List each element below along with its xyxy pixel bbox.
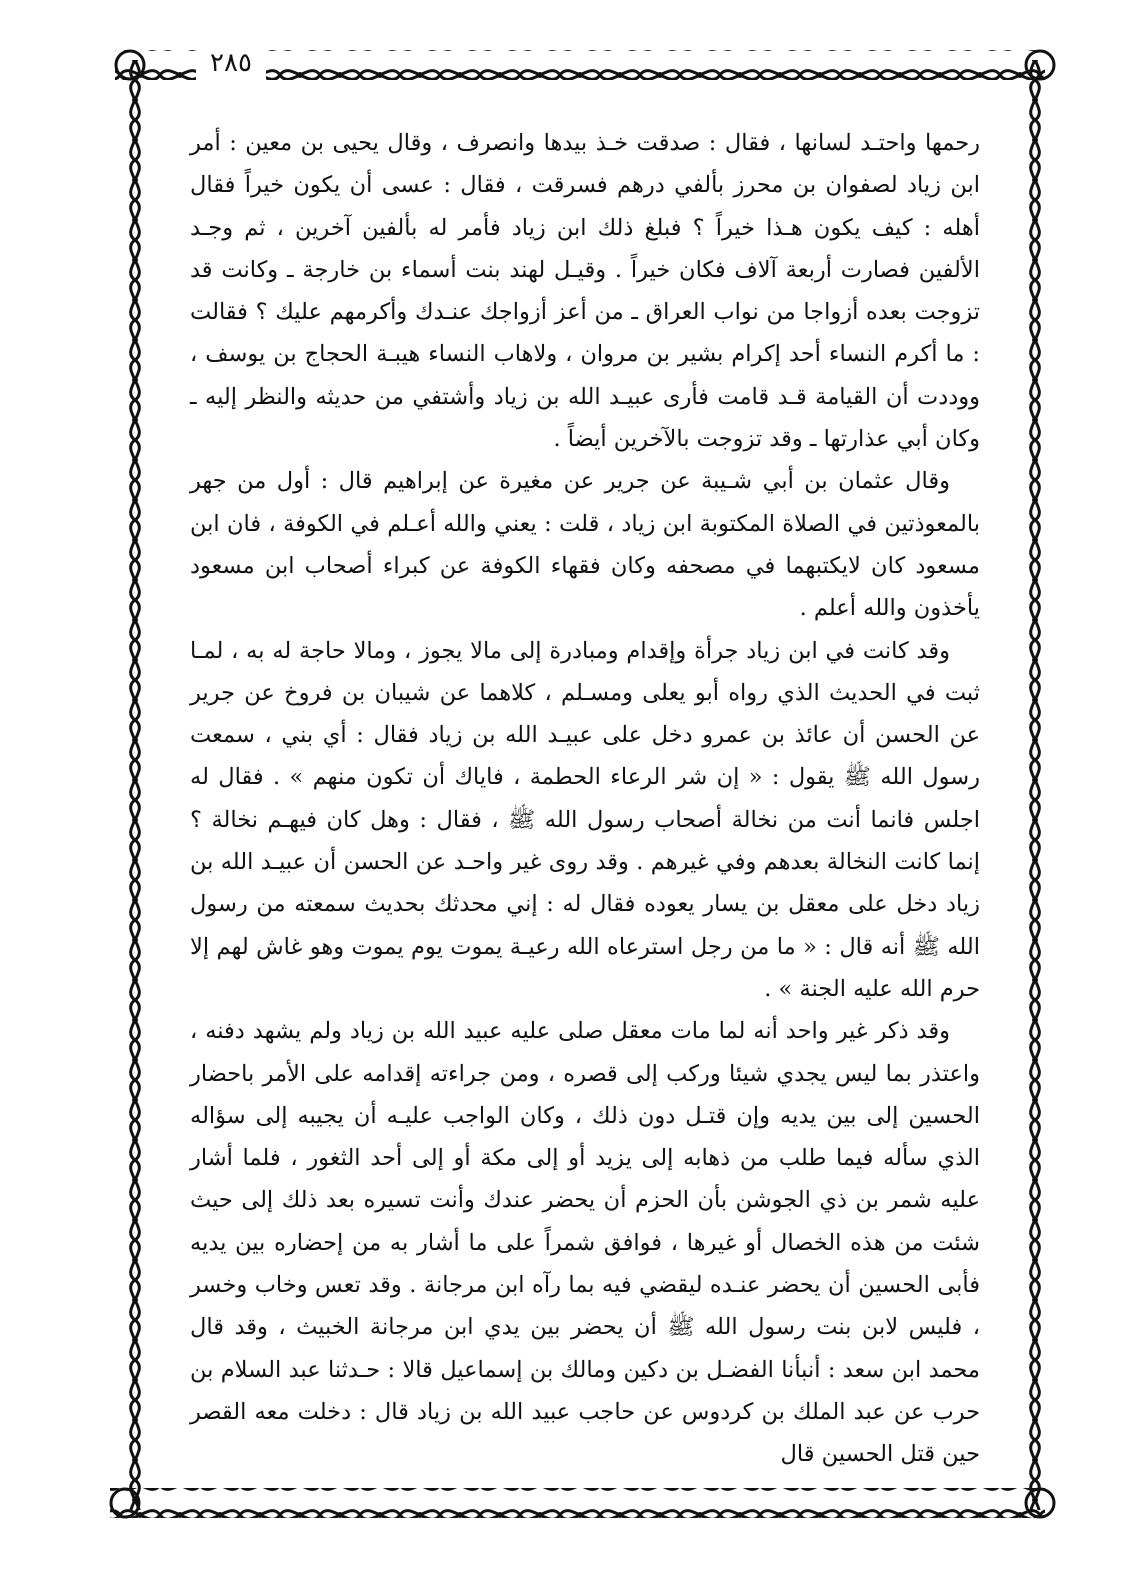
paragraph-2: وقال عثمان بن أبي شـيبة عن جرير عن مغيرة عن إبراهيم قال : أول من جهر بالمعوذتين في الصلاة المكتوبة ابن زياد ، قلت : يعني والله أعـلم في الكوفة ، فان ابن مسعود كان لايكتبهما في مصحفه وكان فقهاء الكوفة عن كبراء أصحاب ابن مسعود يأخذون والله أعلم .	[190, 468, 980, 622]
page-number: ٢٨٥	[196, 46, 266, 80]
body-text	[190, 122, 980, 1476]
paragraph-4: وقد ذكر غير واحد أنه لما مات معقل صلى عليه عبيد الله بن زياد ولم يشهد دفنه ، واعتذر بما ليس يجدي شيئا وركب إلى قصره ، ومن جراءته إقدامه على الأمر باحضار الحسين إلى بين يديه وإن قتـل دون ذلك ، وكان الواجب عليـه أن يجيبه إلى سؤاله الذي سأله فيما طلب من ذهابه إلى يزيد أو إلى مكة أو إلى أحد الثغور ، فلما أشار عليه شمر بن ذي الجوشن بأن الحزم أن يحضر عندك وأنت تسيره بعد ذلك إلى حيث شئت من هذه الخصال أو غيرها ، فوافق شمراً على ما أشار به من إحضاره بين يديه فأبى الحسين أن يحضر عنـده ليقضي فيه بما رآه ابن مرجانة . وقد تعس وخاب وخسر ، فليس لابن بنت رسول الله ﷺ أن يحضر بين يدي ابن مرجانة الخبيث ، وقد قال محمد ابن سعد : أنبأنا الفضـل بن دكين ومالك بن إسماعيل قالا : حـدثنا عبد السلام بن حرب عن عبد الملك بن كردوس عن حاجب عبيد الله بن زياد قال : دخلت معه القصر حين قتل الحسين قال	[190, 1018, 980, 1468]
paragraph-3: وقد كانت في ابن زياد جرأة وإقدام ومبادرة إلى مالا يجوز ، ومالا حاجة له به ، لمـا ثبت في الحديث الذي رواه أبو يعلى ومسـلم ، كلاهما عن شيبان بن فروخ عن جرير عن الحسن أن عائذ بن عمرو دخل على عبيـد الله بن زياد فقال : أي بني ، سمعت رسول الله ﷺ يقول : « إن شر الرعاء الحطمة ، فاياك أن تكون منهم » . فقال له اجلس فانما أنت من نخالة أصحاب رسول الله ﷺ ، فقال : وهل كان فيهـم نخالة ؟ إنما كانت النخالة بعدهم وفي غيرهم . وقد روى غير واحـد عن الحسن أن عبيـد الله بن زياد دخل على معقل بن يسار يعوده فقال له : إني محدثك بحديث سمعته من رسول الله ﷺ أنه قال : « ما من رجل استرعاه الله رعيـة يموت يوم يموت وهو غاش لهم إلا حرم الله عليه الجنة » .	[190, 637, 980, 1002]
paragraph-1: رحمها واحتـد لسانها ، فقال : صدقت خـذ بيدها وانصرف ، وقال يحيى بن معين : أمر ابن زياد لصفوان بن محرز بألفي درهم فسرقت ، فقال : عسى أن يكون خيراً فقال أهله : كيف يكون هـذا خيراً ؟ فبلغ ذلك ابن زياد فأمر له بألفين آخرين ، ثم وجـد الألفين فصارت أربعة آلاف فكان خيراً . وقيـل لهند بنت أسماء بن خارجة ـ وكانت قد تزوجت بعده أزواجا من نواب العراق ـ من أعز أزواجك عنـدك وأكرمهم عليك ؟ فقالت : ما أكرم النساء أحد إكرام بشير بن مروان ، ولاهاب النساء هيبـة الحجاج بن يوسف ، ووددت أن القيامة قـد قامت فأرى عبيـد الله بن زياد وأشتفي من حديثه والنظر إليه ـ وكان أبي عذارتها ـ وقد تزوجت بالآخرين أيضاً .	[190, 130, 980, 453]
